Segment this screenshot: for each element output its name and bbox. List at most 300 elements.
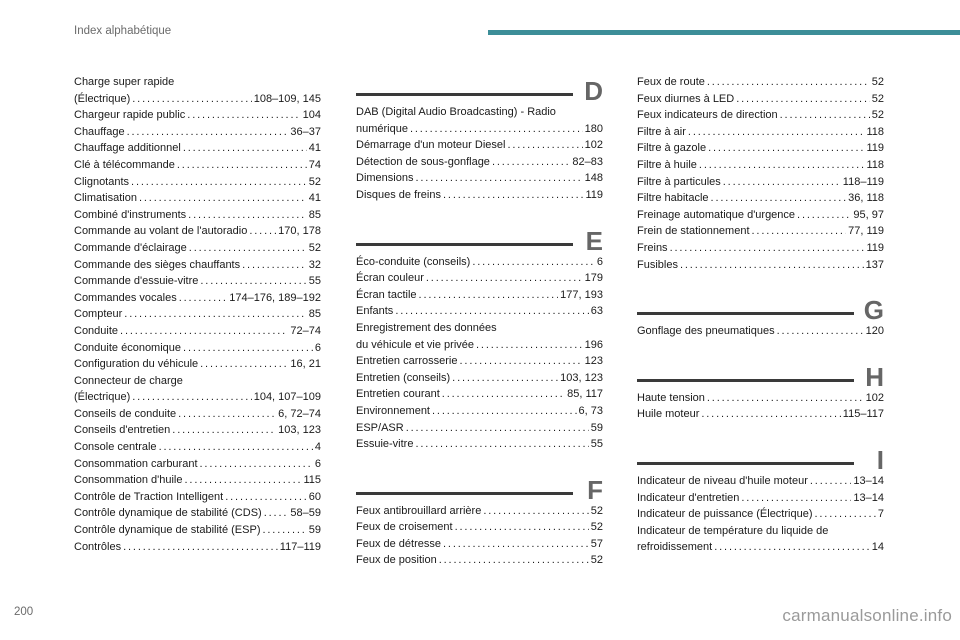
dot-leader bbox=[426, 270, 583, 287]
index-entry[interactable] bbox=[637, 74, 884, 91]
entry-page-ref[interactable]: 104 bbox=[302, 109, 321, 122]
entry-text: Commande des sièges chauffants bbox=[74, 258, 241, 271]
index-entry[interactable] bbox=[637, 390, 884, 407]
dot-leader bbox=[680, 257, 864, 274]
entry-text: Compteur bbox=[74, 308, 123, 321]
entry-page-ref[interactable]: 41 bbox=[308, 142, 321, 155]
entry-page-ref[interactable]: 104, 107–109 bbox=[253, 391, 321, 404]
dot-leader bbox=[699, 157, 865, 174]
index-entry[interactable] bbox=[74, 505, 321, 522]
entry-row bbox=[637, 74, 884, 91]
entry-text: Haute tension bbox=[637, 391, 705, 404]
entry-text: Commande au volant de l'autoradio bbox=[74, 225, 248, 238]
entry-page-ref[interactable]: 115 bbox=[303, 474, 321, 487]
index-entry[interactable] bbox=[74, 373, 321, 406]
index-entry[interactable] bbox=[356, 353, 603, 370]
dot-leader bbox=[736, 91, 870, 108]
index-entry[interactable] bbox=[637, 140, 884, 157]
index-entry[interactable] bbox=[356, 386, 603, 403]
entry-row bbox=[74, 439, 321, 456]
index-entry[interactable] bbox=[356, 270, 603, 287]
entry-text: Feux de croisement bbox=[356, 521, 453, 534]
index-entry[interactable] bbox=[637, 257, 884, 274]
dot-leader bbox=[189, 240, 307, 257]
index-entry[interactable] bbox=[74, 306, 321, 323]
entry-page-ref[interactable]: 6 bbox=[314, 457, 321, 470]
index-entry[interactable] bbox=[356, 519, 603, 536]
index-entry[interactable] bbox=[74, 323, 321, 340]
entry-page-ref[interactable]: 59 bbox=[308, 524, 321, 537]
index-entry[interactable] bbox=[74, 140, 321, 157]
entry-text: Consommation carburant bbox=[74, 457, 198, 470]
entry-text: Filtre habitacle bbox=[637, 192, 709, 205]
index-entry[interactable] bbox=[637, 207, 884, 224]
entry-text: numérique bbox=[356, 122, 408, 135]
entry-page-ref[interactable]: 137 bbox=[865, 258, 884, 271]
entry-page-ref[interactable]: 123 bbox=[584, 355, 603, 368]
entry-page-ref[interactable]: 102 bbox=[865, 391, 884, 404]
dot-leader bbox=[183, 340, 313, 357]
entry-page-ref[interactable]: 60 bbox=[308, 490, 321, 503]
index-entry[interactable] bbox=[356, 104, 603, 137]
entry-page-ref[interactable]: 6 bbox=[314, 341, 321, 354]
entry-row bbox=[637, 157, 884, 174]
section-rule bbox=[356, 492, 573, 495]
index-entry[interactable] bbox=[74, 456, 321, 473]
index-entry[interactable] bbox=[74, 157, 321, 174]
entry-text: Indicateur de niveau d'huile moteur bbox=[637, 474, 808, 487]
entry-text: Contrôles bbox=[74, 540, 122, 553]
index-entry[interactable] bbox=[356, 420, 603, 437]
index-entry[interactable] bbox=[74, 107, 321, 124]
entry-page-ref[interactable]: 179 bbox=[584, 272, 603, 285]
entry-page-ref[interactable]: 85 bbox=[308, 308, 321, 321]
entry-text: Commandes vocales bbox=[74, 291, 177, 304]
entry-page-ref[interactable]: 77, 119 bbox=[848, 225, 884, 238]
entry-text: Environnement bbox=[356, 404, 430, 417]
entry-page-ref[interactable]: 16, 21 bbox=[290, 358, 321, 371]
entry-text: Filtre à particules bbox=[637, 175, 721, 188]
entry-page-ref[interactable]: 95, 97 bbox=[853, 208, 884, 221]
index-entry[interactable] bbox=[637, 91, 884, 108]
entry-page-ref[interactable]: 57 bbox=[590, 537, 603, 550]
index-entry[interactable] bbox=[356, 536, 603, 553]
entry-page-ref[interactable]: 119 bbox=[866, 142, 884, 155]
index-entry[interactable] bbox=[74, 240, 321, 257]
index-entry[interactable] bbox=[637, 174, 884, 191]
dot-leader bbox=[439, 552, 589, 569]
entry-text: Contrôle dynamique de stabilité (ESP) bbox=[74, 524, 261, 537]
index-entry[interactable] bbox=[74, 190, 321, 207]
entry-text: Éco-conduite (conseils) bbox=[356, 255, 471, 268]
entry-page-ref[interactable]: 119 bbox=[585, 188, 603, 201]
dot-leader bbox=[707, 390, 864, 407]
entry-page-ref[interactable]: 85 bbox=[308, 208, 321, 221]
entry-row bbox=[637, 174, 884, 191]
entry-text: Commande d'essuie-vitre bbox=[74, 275, 199, 288]
entry-page-ref[interactable]: 118 bbox=[866, 158, 884, 171]
section-letter: F bbox=[587, 474, 603, 505]
entry-text-line: Indicateur de température du liquide de bbox=[637, 524, 829, 537]
entry-row bbox=[637, 257, 884, 274]
dot-leader bbox=[200, 356, 288, 373]
entry-row bbox=[74, 174, 321, 191]
entry-row bbox=[74, 323, 321, 340]
entry-page-ref[interactable]: 119 bbox=[866, 241, 884, 254]
entry-row bbox=[637, 390, 884, 407]
entry-text: Freins bbox=[637, 241, 668, 254]
entry-row bbox=[74, 290, 321, 307]
index-entry[interactable] bbox=[356, 503, 603, 520]
page-number: 200 bbox=[14, 606, 34, 618]
entry-text: Feux de position bbox=[356, 554, 437, 567]
entry-row bbox=[356, 536, 603, 553]
entry-row bbox=[356, 337, 603, 354]
entry-text: Écran couleur bbox=[356, 272, 424, 285]
entry-row bbox=[356, 270, 603, 287]
dot-leader bbox=[483, 503, 588, 520]
index-column-2 bbox=[356, 74, 603, 569]
index-entry[interactable] bbox=[74, 489, 321, 506]
entry-row bbox=[637, 539, 884, 556]
dot-leader bbox=[188, 207, 307, 224]
index-entry[interactable] bbox=[356, 137, 603, 154]
index-entry[interactable] bbox=[74, 406, 321, 423]
index-entry[interactable] bbox=[356, 320, 603, 353]
index-entry[interactable] bbox=[74, 356, 321, 373]
section-spacer bbox=[637, 340, 884, 360]
entry-text: Clignotants bbox=[74, 175, 130, 188]
dot-leader bbox=[139, 190, 307, 207]
entry-text: Indicateur de puissance (Électrique) bbox=[637, 508, 813, 521]
index-entry[interactable] bbox=[356, 170, 603, 187]
dot-leader bbox=[777, 323, 864, 340]
index-entry[interactable] bbox=[74, 439, 321, 456]
index-entry[interactable] bbox=[356, 287, 603, 304]
entry-text: Feux de détresse bbox=[356, 537, 441, 550]
entry-page-ref[interactable]: 52 bbox=[308, 241, 321, 254]
entry-page-ref[interactable]: 118 bbox=[866, 125, 884, 138]
entry-page-ref[interactable]: 6 bbox=[596, 255, 603, 268]
section-header bbox=[356, 74, 603, 106]
index-entry[interactable] bbox=[356, 436, 603, 453]
index-entry[interactable] bbox=[356, 303, 603, 320]
dot-leader bbox=[443, 536, 589, 553]
entry-row bbox=[637, 107, 884, 124]
entry-text: Conduite bbox=[74, 324, 119, 337]
index-entry[interactable] bbox=[74, 174, 321, 191]
entry-text: (Électrique) bbox=[74, 391, 131, 404]
entry-page-ref[interactable]: 108–109, 145 bbox=[253, 92, 321, 105]
entry-page-ref[interactable]: 72–74 bbox=[290, 324, 321, 337]
dot-leader bbox=[419, 287, 559, 304]
dot-leader bbox=[187, 107, 300, 124]
dot-leader bbox=[492, 154, 570, 171]
entry-text: Frein de stationnement bbox=[637, 225, 750, 238]
entry-text: Écran tactile bbox=[356, 288, 417, 301]
entry-row bbox=[356, 137, 603, 154]
dot-leader bbox=[131, 174, 307, 191]
entry-text: Feux diurnes à LED bbox=[637, 92, 735, 105]
index-entry[interactable] bbox=[637, 506, 884, 523]
entry-text: Filtre à huile bbox=[637, 158, 697, 171]
dot-leader bbox=[200, 273, 306, 290]
dot-leader bbox=[200, 456, 313, 473]
entry-row bbox=[637, 240, 884, 257]
index-entry[interactable] bbox=[637, 490, 884, 507]
entry-text: Conduite économique bbox=[74, 341, 182, 354]
dot-leader bbox=[780, 107, 870, 124]
dot-leader bbox=[432, 403, 577, 420]
entry-page-ref[interactable]: 52 bbox=[871, 92, 884, 105]
entry-text: Huile moteur bbox=[637, 408, 700, 421]
entry-page-ref[interactable]: 58–59 bbox=[290, 507, 321, 520]
entry-row bbox=[74, 389, 321, 406]
index-entry[interactable] bbox=[74, 290, 321, 307]
dot-leader bbox=[262, 522, 306, 539]
entry-page-ref[interactable]: 6, 72–74 bbox=[278, 407, 321, 420]
entry-page-ref[interactable]: 6, 73 bbox=[578, 404, 603, 417]
dot-leader bbox=[452, 370, 558, 387]
entry-text-line: Charge super rapide bbox=[74, 76, 175, 88]
index-entry[interactable] bbox=[356, 370, 603, 387]
index-entry[interactable] bbox=[637, 523, 884, 556]
entry-text: Gonflage des pneumatiques bbox=[637, 325, 775, 338]
entry-page-ref[interactable]: 52 bbox=[871, 109, 884, 122]
dot-leader bbox=[507, 137, 582, 154]
entry-page-ref[interactable]: 103, 123 bbox=[278, 424, 321, 437]
entry-page-ref[interactable]: 115–117 bbox=[842, 408, 884, 421]
entry-page-ref[interactable]: 82–83 bbox=[572, 155, 603, 168]
dot-leader bbox=[123, 539, 278, 556]
index-entry[interactable] bbox=[74, 340, 321, 357]
entry-row bbox=[74, 190, 321, 207]
section-rule bbox=[356, 93, 573, 96]
entry-page-ref[interactable]: 118–119 bbox=[842, 175, 884, 188]
entry-text: Essuie-vitre bbox=[356, 438, 414, 451]
header-accent-bar bbox=[488, 30, 960, 35]
entry-row bbox=[74, 406, 321, 423]
index-entry[interactable] bbox=[74, 207, 321, 224]
entry-row bbox=[74, 207, 321, 224]
dot-leader bbox=[814, 506, 875, 523]
entry-row bbox=[74, 257, 321, 274]
index-entry[interactable] bbox=[74, 257, 321, 274]
entry-page-ref[interactable]: 32 bbox=[308, 258, 321, 271]
dot-leader bbox=[132, 389, 251, 406]
index-entry[interactable] bbox=[356, 403, 603, 420]
entry-page-ref[interactable]: 36, 118 bbox=[848, 192, 884, 205]
index-entry[interactable] bbox=[74, 273, 321, 290]
entry-text: Conseils d'entretien bbox=[74, 424, 171, 437]
index-entry[interactable] bbox=[356, 552, 603, 569]
index-entry[interactable] bbox=[74, 422, 321, 439]
index-entry[interactable] bbox=[356, 154, 603, 171]
entry-page-ref[interactable]: 52 bbox=[590, 504, 603, 517]
section-spacer bbox=[637, 423, 884, 443]
index-entry[interactable] bbox=[74, 223, 321, 240]
entry-text: refroidissement bbox=[637, 541, 713, 554]
entry-row bbox=[356, 187, 603, 204]
index-entry[interactable] bbox=[637, 223, 884, 240]
entry-page-ref[interactable]: 120 bbox=[865, 325, 884, 338]
entry-page-ref[interactable]: 196 bbox=[584, 338, 603, 351]
entry-page-ref[interactable]: 55 bbox=[308, 275, 321, 288]
entry-page-ref[interactable]: 52 bbox=[590, 521, 603, 534]
entry-text: Chauffage bbox=[74, 125, 125, 138]
dot-leader bbox=[711, 190, 847, 207]
entry-row bbox=[74, 472, 321, 489]
index-entry[interactable] bbox=[637, 124, 884, 141]
index-entry[interactable] bbox=[637, 107, 884, 124]
entry-text: Dimensions bbox=[356, 172, 414, 185]
dot-leader bbox=[714, 539, 870, 556]
entry-text: Contrôle dynamique de stabilité (CDS) bbox=[74, 507, 262, 520]
entry-row bbox=[356, 170, 603, 187]
watermark-text: carmanualsonline.info bbox=[782, 606, 952, 625]
entry-text: Feux antibrouillard arrière bbox=[356, 504, 482, 517]
entry-page-ref[interactable]: 14 bbox=[871, 541, 884, 554]
entry-text: Consommation d'huile bbox=[74, 474, 183, 487]
entry-row bbox=[74, 522, 321, 539]
entry-page-ref[interactable]: 36–37 bbox=[290, 125, 321, 138]
entry-row bbox=[637, 190, 884, 207]
dot-leader bbox=[127, 124, 289, 141]
entry-page-ref[interactable]: 41 bbox=[308, 192, 321, 205]
entry-text-line: Enregistrement des données bbox=[356, 321, 497, 334]
dot-leader bbox=[395, 303, 588, 320]
entry-row bbox=[637, 207, 884, 224]
entry-page-ref[interactable]: 52 bbox=[590, 554, 603, 567]
index-entry[interactable] bbox=[356, 187, 603, 204]
index-entry[interactable] bbox=[637, 406, 884, 423]
entry-row bbox=[356, 370, 603, 387]
section-spacer bbox=[637, 273, 884, 293]
index-entry[interactable] bbox=[637, 323, 884, 340]
entry-row bbox=[356, 552, 603, 569]
section-letter: G bbox=[863, 295, 884, 326]
entry-text: Chargeur rapide public bbox=[74, 109, 186, 122]
entry-page-ref[interactable]: 170, 178 bbox=[278, 225, 321, 238]
dot-leader bbox=[810, 473, 852, 490]
entry-text: Fusibles bbox=[637, 258, 678, 271]
entry-text: Indicateur d'entretien bbox=[637, 491, 740, 504]
entry-text: Enfants bbox=[356, 305, 394, 318]
entry-text-line: Connecteur de charge bbox=[74, 374, 183, 387]
dot-leader bbox=[723, 174, 841, 191]
dot-leader bbox=[132, 91, 251, 108]
entry-row bbox=[356, 154, 603, 171]
entry-page-ref[interactable]: 52 bbox=[308, 175, 321, 188]
entry-row bbox=[356, 121, 603, 138]
entry-page-ref[interactable]: 174–176, 189–192 bbox=[229, 291, 321, 304]
entry-page-ref[interactable]: 63 bbox=[590, 305, 603, 318]
index-entry[interactable] bbox=[637, 240, 884, 257]
dot-leader bbox=[752, 223, 847, 240]
index-entry[interactable] bbox=[74, 539, 321, 556]
index-entry[interactable] bbox=[637, 157, 884, 174]
entry-page-ref[interactable]: 55 bbox=[590, 438, 603, 451]
entry-row bbox=[74, 140, 321, 157]
section-rule bbox=[356, 243, 573, 246]
dot-leader bbox=[707, 74, 870, 91]
entry-row bbox=[356, 287, 603, 304]
entry-page-ref[interactable]: 59 bbox=[590, 421, 603, 434]
dot-leader bbox=[264, 505, 289, 522]
entry-page-ref[interactable]: 13–14 bbox=[853, 491, 884, 504]
entry-text: du véhicule et vie privée bbox=[356, 338, 475, 351]
entry-page-ref[interactable]: 74 bbox=[308, 158, 321, 171]
entry-row bbox=[637, 124, 884, 141]
index-entry[interactable] bbox=[74, 522, 321, 539]
entry-text: Conseils de conduite bbox=[74, 407, 177, 420]
section-rule bbox=[637, 462, 854, 465]
entry-row bbox=[356, 353, 603, 370]
index-entry[interactable] bbox=[637, 190, 884, 207]
entry-page-ref[interactable]: 117–119 bbox=[279, 540, 321, 553]
entry-page-ref[interactable]: 177, 193 bbox=[560, 288, 603, 301]
entry-text: Entretien courant bbox=[356, 388, 440, 401]
entry-row bbox=[74, 422, 321, 439]
dot-leader bbox=[410, 121, 583, 138]
entry-text: Chauffage additionnel bbox=[74, 142, 181, 155]
entry-row bbox=[637, 223, 884, 240]
entry-page-ref[interactable]: 13–14 bbox=[853, 474, 884, 487]
entry-row bbox=[74, 539, 321, 556]
entry-row bbox=[356, 303, 603, 320]
dot-leader bbox=[741, 490, 851, 507]
dot-leader bbox=[708, 140, 864, 157]
section-rule bbox=[637, 312, 854, 315]
entry-text: Disques de freins bbox=[356, 188, 441, 201]
index-entry[interactable] bbox=[356, 254, 603, 271]
entry-text: Filtre à gazole bbox=[637, 142, 707, 155]
index-entry[interactable] bbox=[74, 124, 321, 141]
entry-text: Clé à télécommande bbox=[74, 158, 175, 171]
entry-row bbox=[74, 273, 321, 290]
dot-leader bbox=[185, 472, 302, 489]
section-rule bbox=[637, 379, 854, 382]
entry-page-ref[interactable]: 7 bbox=[877, 508, 884, 521]
index-entry[interactable] bbox=[74, 472, 321, 489]
index-entry[interactable] bbox=[74, 74, 321, 107]
section-spacer bbox=[356, 204, 603, 224]
dot-leader bbox=[179, 290, 228, 307]
dot-leader bbox=[183, 140, 307, 157]
entry-row bbox=[74, 223, 321, 240]
entry-row bbox=[74, 489, 321, 506]
entry-row bbox=[356, 503, 603, 520]
section-letter: D bbox=[584, 76, 603, 106]
dot-leader bbox=[472, 254, 595, 271]
entry-page-ref[interactable]: 148 bbox=[584, 172, 603, 185]
dot-leader bbox=[670, 240, 865, 257]
entry-page-ref[interactable]: 4 bbox=[314, 441, 321, 454]
entry-page-ref[interactable]: 85, 117 bbox=[567, 388, 603, 401]
entry-page-ref[interactable]: 180 bbox=[584, 122, 603, 135]
entry-text: Commande d'éclairage bbox=[74, 241, 187, 254]
index-entry[interactable] bbox=[637, 473, 884, 490]
dot-leader bbox=[701, 406, 840, 423]
section-header bbox=[356, 224, 603, 256]
page-header-title: Index alphabétique bbox=[74, 25, 172, 37]
entry-row bbox=[74, 107, 321, 124]
entry-page-ref[interactable]: 103, 123 bbox=[560, 371, 603, 384]
entry-row bbox=[356, 386, 603, 403]
entry-text-line: DAB (Digital Audio Broadcasting) - Radio bbox=[356, 106, 556, 118]
entry-page-ref[interactable]: 52 bbox=[871, 76, 884, 88]
entry-page-ref[interactable]: 102 bbox=[584, 139, 603, 152]
